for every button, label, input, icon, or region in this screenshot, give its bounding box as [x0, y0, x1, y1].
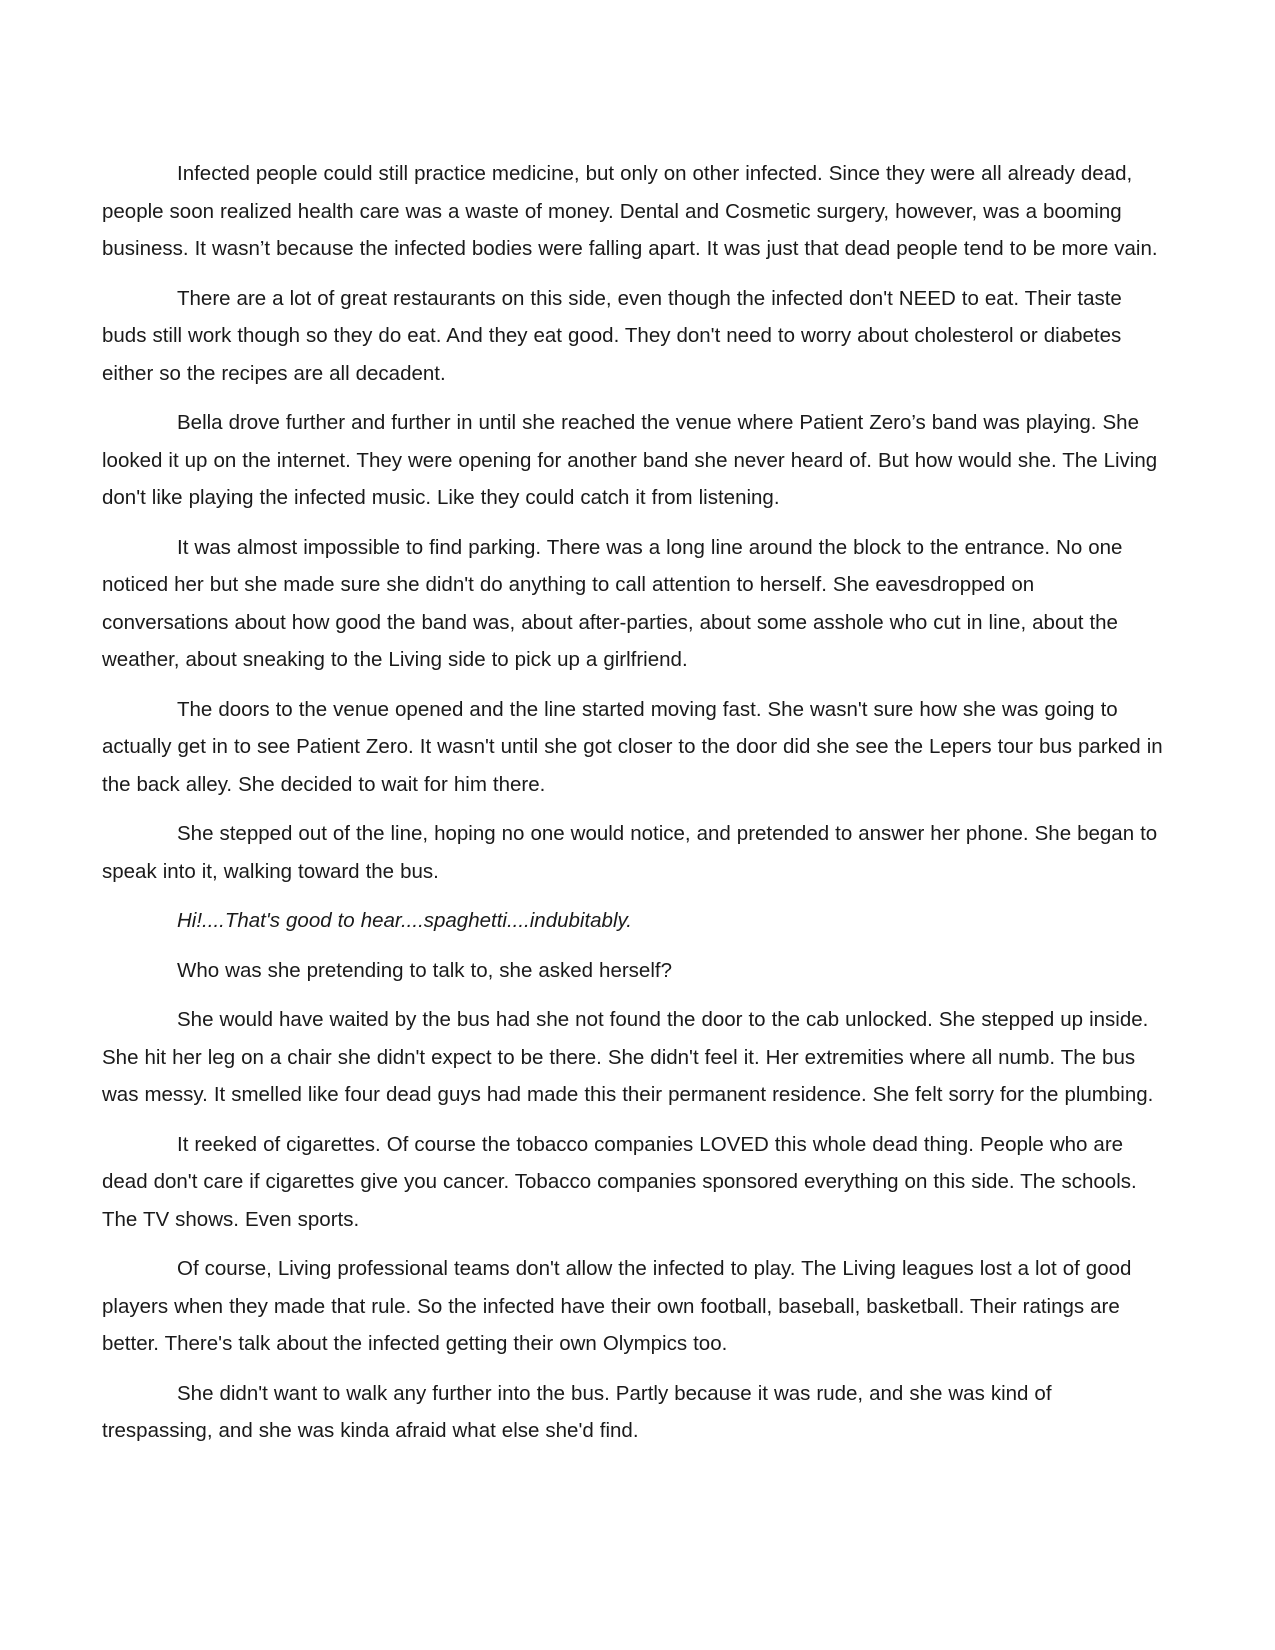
paragraph: Bella drove further and further in until she reached the venue where Patient Zero’s band was playing. She looked it up on the internet. They were opening for another band she never heard of. But how would she. The Living don't like playing the infected music. Like they could catch it from listening.	[102, 411, 1158, 509]
paragraph: Of course, Living professional teams don't allow the infected to play. The Living leagues lost a lot of good players when they made that rule. So the infected have their own football, baseball, basketball. Their ratings are better. There's talk about the infected getting their own Olympics too.	[102, 1257, 1132, 1355]
paragraph: It was almost impossible to find parking. There was a long line around the block to the entrance. No one noticed her but she made sure she didn't do anything to call attention to herself. She eavesdropped on conversations about how good the band was, about after-parties, about some asshole who cut in line, about the weather, about sneaking to the Living side to pick up a girlfriend.	[102, 535, 1123, 671]
paragraph: It reeked of cigarettes. Of course the tobacco companies LOVED this whole dead thing. People who are dead don't care if cigarettes give you cancer. Tobacco companies sponsored everything on this side. The schools. The TV shows. Even sports.	[102, 1132, 1137, 1231]
document-page	[102, 155, 1164, 1462]
paragraph: There are a lot of great restaurants on this side, even though the infected don't NEED to eat. Their taste buds still work though so they do eat. And they eat good. They don't need to worry about cholesterol or diabetes either so the recipes are all decadent.	[102, 286, 1122, 385]
paragraph: She didn't want to walk any further into the bus. Partly because it was rude, and she was kind of trespassing, and she was kinda afraid what else she'd find.	[102, 1381, 1052, 1442]
paragraph: She stepped out of the line, hoping no one would notice, and pretended to answer her phone. She began to speak into it, walking toward the bus.	[102, 822, 1158, 883]
paragraph: Who was she pretending to talk to, she asked herself?	[177, 958, 672, 982]
paragraph: Infected people could still practice medicine, but only on other infected. Since they were all already dead, people soon realized health care was a waste of money. Dental and Cosmetic surgery, however, was a booming business. It wasn’t because the infected bodies were falling apart. It was just that dead people tend to be more vain.	[102, 162, 1158, 260]
paragraph: The doors to the venue opened and the line started moving fast. She wasn't sure how she was going to actually get in to see Patient Zero. It wasn't until she got closer to the door did she see the Lepers tour bus parked in the back alley. She decided to wait for him there.	[102, 697, 1163, 796]
paragraph-dialogue: Hi!....That's good to hear....spaghetti....indubitably.	[177, 909, 632, 932]
paragraph: She would have waited by the bus had she not found the door to the cab unlocked. She stepped up inside. She hit her leg on a chair she didn't expect to be there. She didn't feel it. Her extremities where all numb. The bus was messy. It smelled like four dead guys had made this their permanent residence. She felt sorry for the plumbing.	[102, 1008, 1154, 1106]
